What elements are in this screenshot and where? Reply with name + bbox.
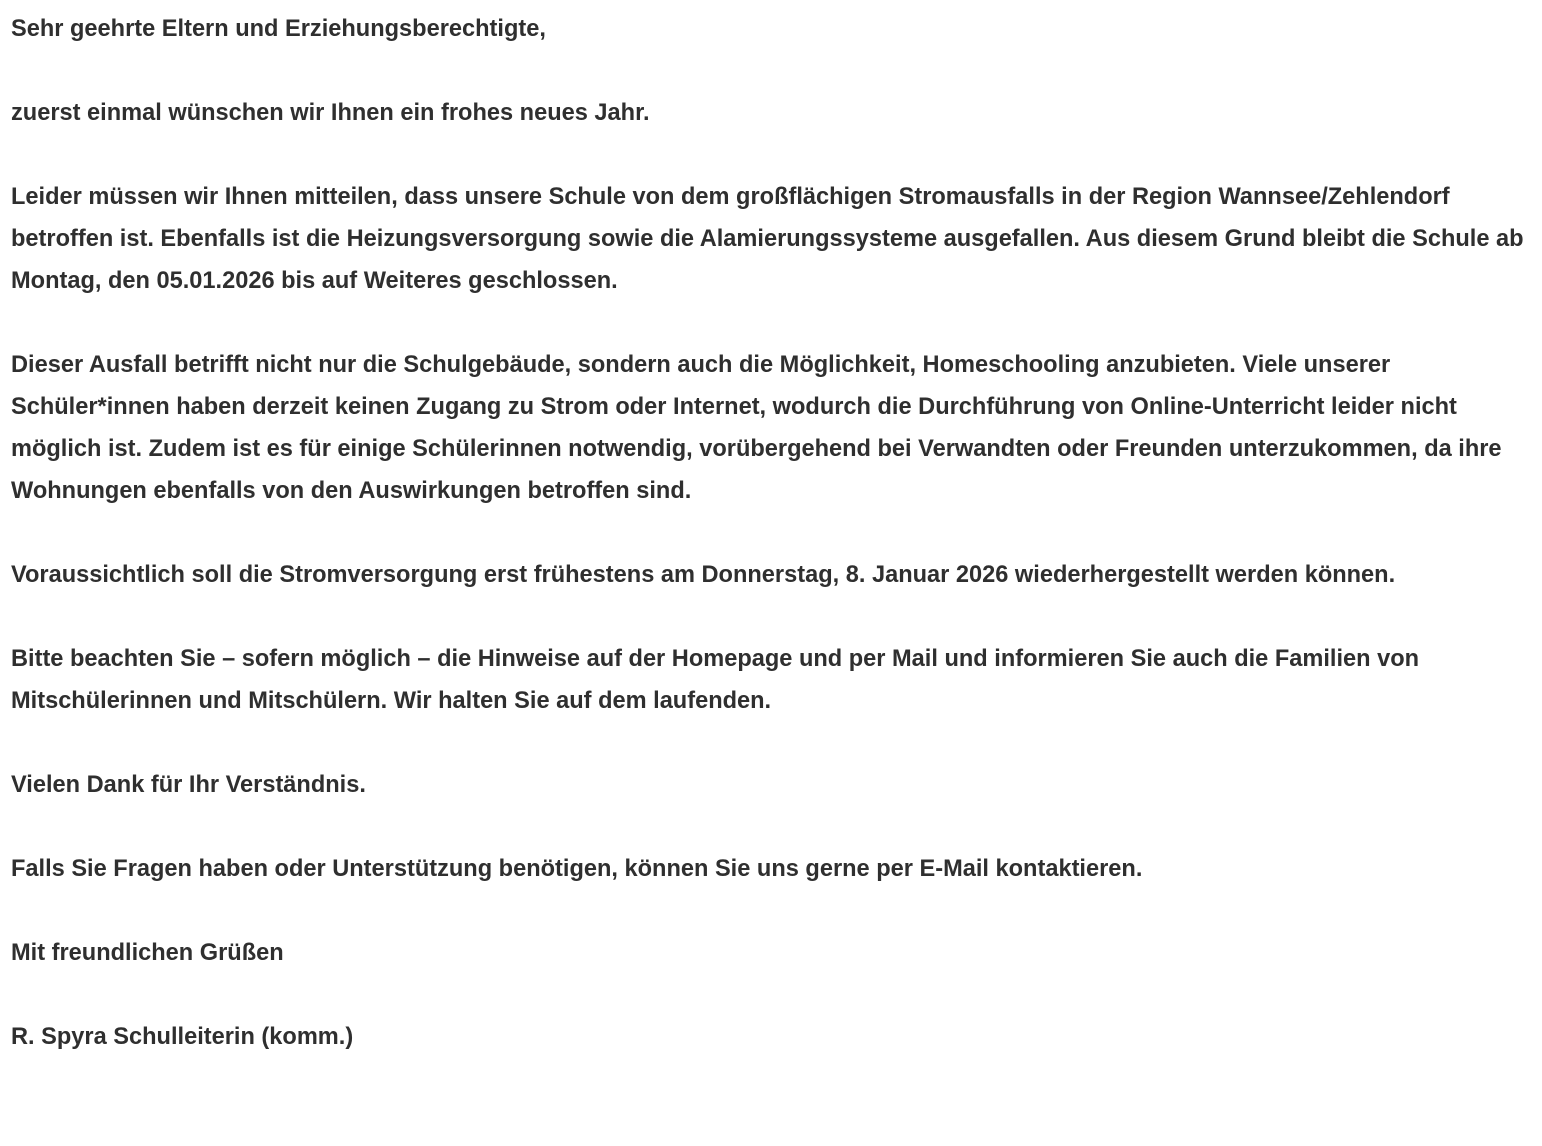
thanks-paragraph: Vielen Dank für Ihr Verständnis. — [11, 772, 366, 798]
letter-body — [11, 8, 1536, 1058]
closure-notice-paragraph: Leider müssen wir Ihnen mitteilen, dass unsere Schule von dem großflächigen Stromausfalls in der Region Wannsee/Zehlendorf betroffen ist. Ebenfalls ist die Heizungsversorgung sowie die Alamierungssysteme ausgefallen. Aus diesem Grund bleibt die Schule ab Montag, den 05.01.2026 bis auf Weiteres geschlossen. — [11, 184, 1524, 294]
closing-line: Mit freundlichen Grüßen — [11, 940, 284, 966]
greeting-paragraph: zuerst einmal wünschen wir Ihnen ein frohes neues Jahr. — [11, 100, 650, 126]
homeschooling-paragraph: Dieser Ausfall betrifft nicht nur die Schulgebäude, sondern auch die Möglichkeit, Homeschooling anzubieten. Viele unserer Schüler*innen haben derzeit keinen Zugang zu Strom oder Internet, wodurch die Durchführung von Online-Unterricht leider nicht möglich ist. Zudem ist es für einige Schülerinnen notwendig, vorübergehend bei Verwandten oder Freunden unterzukommen, da ihre Wohnungen ebenfalls von den Auswirkungen betroffen sind. — [11, 352, 1502, 504]
salutation: Sehr geehrte Eltern und Erziehungsberechtigte, — [11, 16, 546, 42]
notice-request-paragraph: Bitte beachten Sie – sofern möglich – die Hinweise auf der Homepage und per Mail und informieren Sie auch die Familien von Mitschülerinnen und Mitschülern. Wir halten Sie auf dem laufenden. — [11, 646, 1420, 714]
contact-paragraph: Falls Sie Fragen haben oder Unterstützung benötigen, können Sie uns gerne per E-Mail kontaktieren. — [11, 856, 1143, 882]
signature-line: R. Spyra Schulleiterin (komm.) — [11, 1024, 354, 1050]
power-restoration-paragraph: Voraussichtlich soll die Stromversorgung erst frühestens am Donnerstag, 8. Januar 2026 wiederhergestellt werden können. — [11, 562, 1396, 588]
